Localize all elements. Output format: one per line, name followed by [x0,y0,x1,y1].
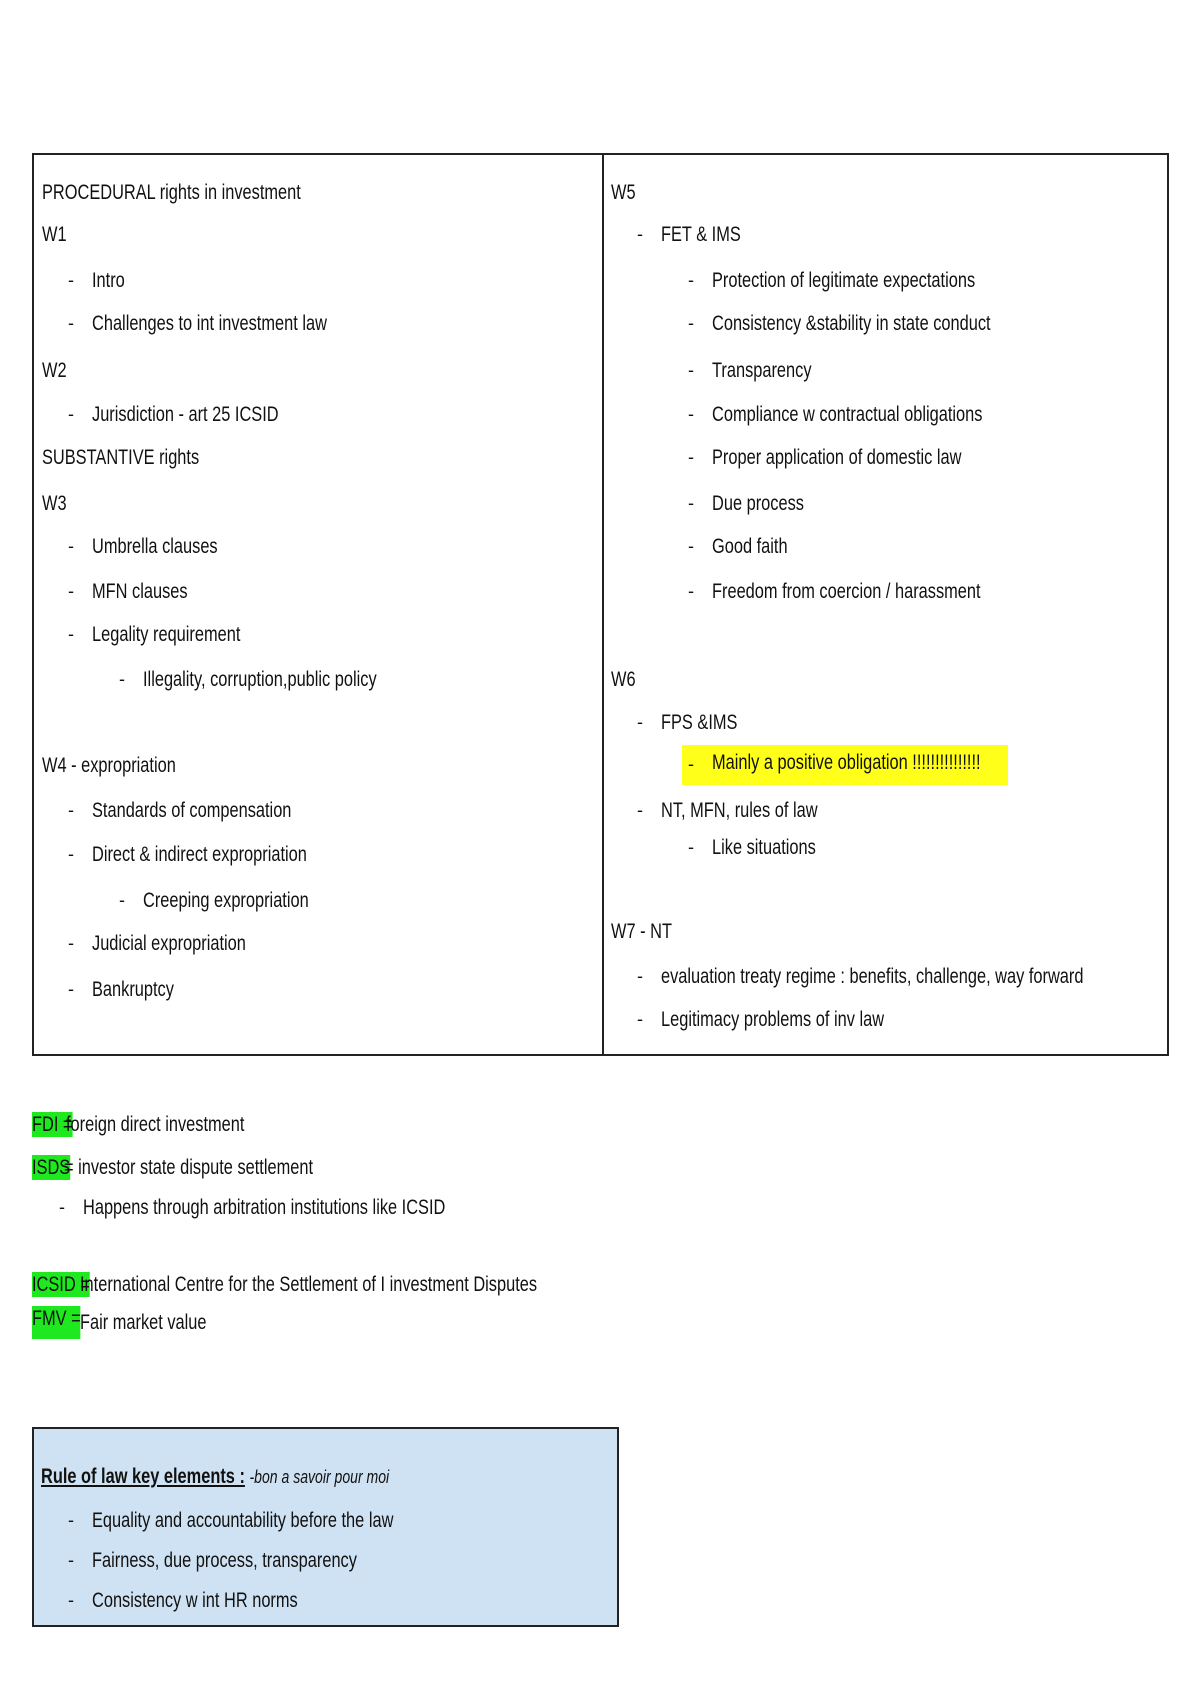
notes-table [32,153,1169,1056]
w6-item-1: - FPS &IMS [661,709,759,735]
rule-of-law-box [32,1427,619,1627]
fmv-definition: Fair market value [80,1310,207,1334]
w4-item-2: - Direct & indirect expropriation [92,841,367,867]
w2-item-1: - Jurisdiction - art 25 ICSID [92,401,331,427]
rule-of-law-item-3: - Consistency w int HR norms [92,1587,356,1613]
isds-definition: = investor state dispute settlement [64,1155,314,1179]
w2-label: W2 [42,358,67,382]
right-column [604,155,1169,1054]
w6-item-2-sub: - Like situations [712,834,845,860]
fdi-abbr: FDI = [32,1112,73,1136]
w1-label: W1 [42,222,67,246]
w7-label: W7 - NT [611,919,672,943]
w5-sub-item-2: - Consistency &stability in state conduct [712,310,1069,336]
icsid-abbr: ICSID = [32,1272,90,1296]
w3-sub-item-1: - Illegality, corruption,public policy [143,666,443,692]
isds-abbr: ISDS [32,1155,71,1179]
w4-sub-item-1: - Creeping expropriation [143,887,355,913]
fdi-definition: foreign direct investment [66,1112,245,1136]
w5-sub-item-5: - Proper application of domestic law [712,444,1032,470]
isds-note: - Happens through arbitration institutions like ICSID [83,1194,548,1220]
w1-item-2: - Challenges to int investment law [92,310,393,336]
w3-item-1: - Umbrella clauses [92,533,253,559]
left-column [34,155,602,1054]
yellow-highlight: - Mainly a positive obligation !!!!!!!!!!!!!!! [712,745,1008,785]
w4-item-4: - Bankruptcy [92,976,197,1002]
w7-item-2: - Legitimacy problems of inv law [661,1006,947,1032]
w6-label: W6 [611,667,636,691]
w6-highlight-item [688,748,1008,782]
w1-item-1: - Intro [92,267,134,293]
icsid-definition: International Centre for the Settlement of I investment Disputes [80,1272,538,1296]
rule-of-law-title-line [41,1463,487,1489]
w5-sub-item-3: - Transparency [712,357,840,383]
rule-of-law-title: Rule of law key elements : [41,1464,245,1488]
w5-sub-item-1: - Protection of legitimate expectations [712,267,1049,293]
w5-sub-item-4: - Compliance w contractual obligations [712,401,1059,427]
w6-item-2: - NT, MFN, rules of law [661,797,862,823]
substantive-heading: SUBSTANTIVE rights [42,445,200,469]
fmv-abbr: FMV = [32,1306,81,1339]
w5-item: - FET & IMS [661,221,763,247]
procedural-heading: PROCEDURAL rights in investment [42,180,301,204]
rule-of-law-item-1: - Equality and accountability before the law [92,1507,478,1533]
w5-sub-item-8: - Freedom from coercion / harassment [712,578,1056,604]
w4-item-1: - Standards of compensation [92,797,348,823]
rule-of-law-note: -bon a savoir pour moi [249,1466,390,1487]
w5-label: W5 [611,180,636,204]
w5-sub-item-7: - Good faith [712,533,809,559]
w3-label: W3 [42,491,67,515]
w5-sub-item-6: - Due process [712,490,830,516]
w3-item-2: - MFN clauses [92,578,215,604]
w4-item-3: - Judicial expropriation [92,930,289,956]
w3-item-3: - Legality requirement [92,621,282,647]
w7-item-1: - evaluation treaty regime : benefits, challenge, way forward [661,963,1200,989]
w4-label: W4 - expropriation [42,753,176,777]
rule-of-law-item-2: - Fairness, due process, transparency [92,1547,432,1573]
